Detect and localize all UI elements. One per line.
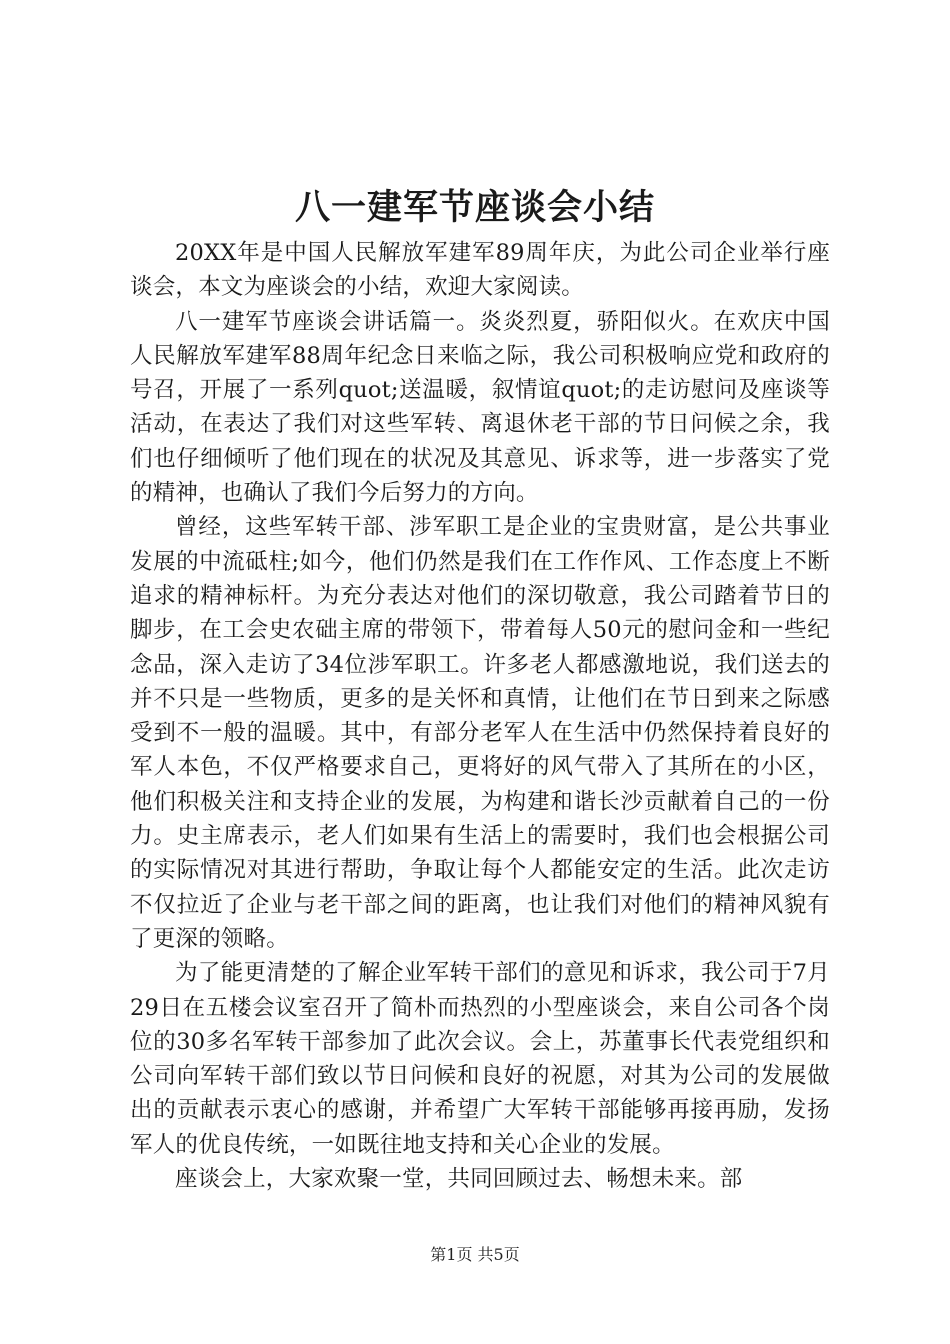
- document-title: 八一建军节座谈会小结: [294, 187, 655, 228]
- page-number-footer: 第1页 共5页: [430, 1245, 520, 1264]
- body-paragraph-visit: 曾经，这些军转干部、涉军职工是企业的宝贵财富，是公共事业发展的中流砥柱;如今，他们仍然是我们在工作作风、工作态度上不断追求的精神标杆。为充分表达对他们的深切敬意，我公司踏着节日的脚步，在工会史农础主席的带领下，带着每人50元的慰问金和一些纪念品，深入走访了34位涉军职工。许多老人都感激地说，我们送去的并不只是一些物质，更多的是关怀和真情，让他们在节日到来之际感受到不一般的温暖。其中，有部分老军人在生活中仍然保持着良好的军人本色，不仅严格要求自己，更将好的风气带入了其所在的小区，他们积极关注和支持企业的发展，为构建和谐长沙贡献着自己的一份力。史主席表示，老人们如果有生活上的需要时，我们也会根据公司的实际情况对其进行帮助，争取让每个人都能安定的生活。此次走访不仅拉近了企业与老干部之间的距离，也让我们对他们的精神风貌有了更深的领略。: [130, 514, 830, 952]
- document-body: [130, 236, 830, 1196]
- body-paragraph-gathering: 座谈会上，大家欢聚一堂，共同回顾过去、畅想未来。部: [175, 1166, 743, 1193]
- body-paragraph-intro: 20XX年是中国人民解放军建军89周年庆，为此公司企业举行座谈会，本文为座谈会的小结，欢迎大家阅读。: [130, 240, 830, 301]
- body-paragraph-speech: 八一建军节座谈会讲话篇一。炎炎烈夏，骄阳似火。在欢庆中国人民解放军建军88周年纪念日来临之际，我公司积极响应党和政府的号召，开展了一系列quot;送温暖，叙情谊quot;的走访慰问及座谈等活动，在表达了我们对这些军转、离退休老干部的节日问候之余，我们也仔细倾听了他们现在的状况及其意见、诉求等，进一步落实了党的精神，也确认了我们今后努力的方向。: [130, 308, 830, 507]
- body-paragraph-meeting: 为了能更清楚的了解企业军转干部们的意见和诉求，我公司于7月29日在五楼会议室召开了简朴而热烈的小型座谈会，来自公司各个岗位的30多名军转干部参加了此次会议。会上，苏董事长代表党组织和公司向军转干部们致以节日问候和良好的祝愿，对其为公司的发展做出的贡献表示衷心的感谢，并希望广大军转干部能够再接再励，发扬军人的优良传统，一如既往地支持和关心企业的发展。: [130, 960, 830, 1158]
